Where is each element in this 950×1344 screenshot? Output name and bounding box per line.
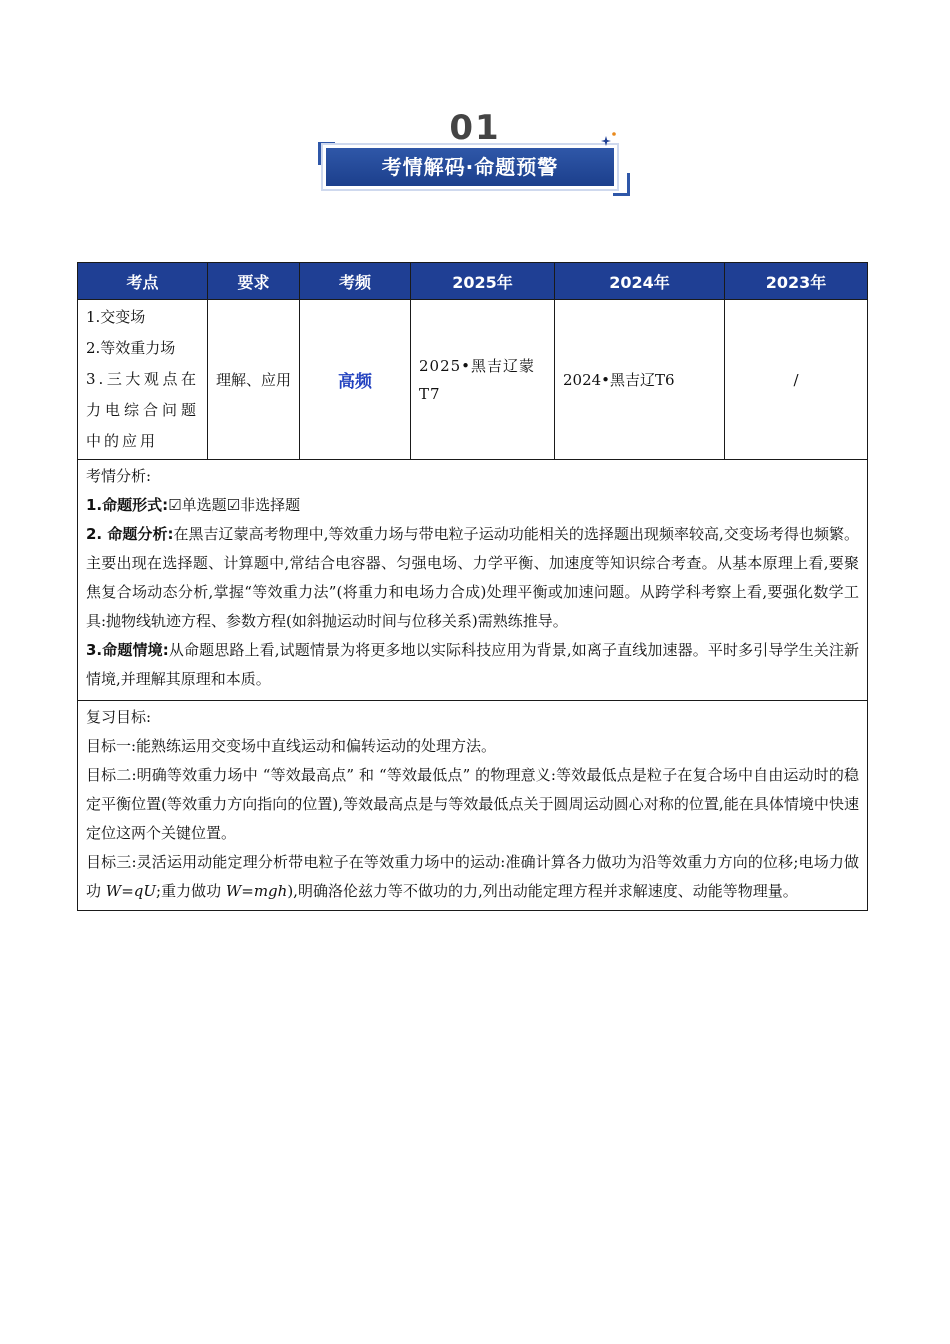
banner-frame-corner <box>613 173 630 196</box>
col-header-2023: 2023年 <box>725 263 868 300</box>
exam-table <box>77 262 868 911</box>
goal3-text-c: ),明确洛伦兹力等不做功的力,列出动能定理方程并求解速度、动能等物理量。 <box>287 882 798 900</box>
form-label: 1.命题形式: <box>86 496 169 514</box>
col-header-requirement: 要求 <box>208 263 300 300</box>
section-banner <box>318 140 630 196</box>
analysis-cell <box>78 460 868 701</box>
goal-item: 目标二:明确等效重力场中 “等效最高点” 和 “等效最低点” 的物理意义:等效最低点是粒子在复合场中自由运动时的稳定平衡位置(等效重力方向指向的位置),等效最高点是与等效最低点关于圆周运动圆心对称的位置,能在具体情境中快速定位这两个关键位置。 <box>86 766 859 842</box>
sparkle-icon <box>600 130 620 150</box>
col-header-2025: 2025年 <box>411 263 555 300</box>
col-header-2024: 2024年 <box>555 263 725 300</box>
goal3-text-a: 目标三:灵活运用动能定理分析带电粒子在等效重力场中的运动:准确计算各力做功为沿等效重力方向的位移;电场力做功 <box>86 853 859 900</box>
goals-heading: 复习目标: <box>86 708 152 726</box>
goal-item: 目标一:能熟练运用交变场中直线运动和偏转运动的处理方法。 <box>86 737 497 755</box>
section-number: 01 <box>449 108 501 148</box>
col-header-points: 考点 <box>78 263 208 300</box>
analysis-row <box>78 460 868 701</box>
goal-item <box>86 848 859 906</box>
question-form <box>86 491 859 520</box>
col-header-frequency: 考频 <box>300 263 411 300</box>
form-option-nonchoice: 非选择题 <box>240 496 301 514</box>
cell-requirement: 理解、应用 <box>208 300 300 460</box>
context-text: 从命题思路上看,试题情景为将更多地以实际科技应用为背景,如离子直线加速器。平时多引导学生关注新情境,并理解其原理和本质。 <box>86 641 859 688</box>
formula-electric-work: W=qU <box>105 882 157 900</box>
table-header-row <box>78 263 868 300</box>
goal3-text-b: ;重力做功 <box>156 882 226 900</box>
exam-point: 1.交变场 <box>86 308 146 326</box>
exam-point: 3.三大观点在力电综合问题中的应用 <box>86 370 199 450</box>
cell-exam-points <box>78 300 208 460</box>
formula-gravity-work: W=mgh <box>225 882 288 900</box>
banner-title: 考情解码·命题预警 <box>326 148 614 186</box>
cell-frequency: 高频 <box>300 300 411 460</box>
cell-2025: 2025•黑吉辽蒙T7 <box>411 300 555 460</box>
cell-2024: 2024•黑吉辽T6 <box>555 300 725 460</box>
exam-point: 2.等效重力场 <box>86 339 176 357</box>
form-option-single: 单选题 <box>181 496 227 514</box>
table-row <box>78 300 868 460</box>
analysis-heading: 考情分析: <box>86 467 152 485</box>
analysis-label: 2. 命题分析: <box>86 525 174 543</box>
question-context <box>86 636 859 694</box>
context-label: 3.命题情境: <box>86 641 169 659</box>
analysis-text: 在黑吉辽蒙高考物理中,等效重力场与带电粒子运动功能相关的选择题出现频率较高,交变场考得也频繁。主要出现在选择题、计算题中,常结合电容器、匀强电场、力学平衡、加速度等知识综合考查。从基本原理上看,要聚焦复合场动态分析,掌握“等效重力法”(将重力和电场力合成)处理平衡或加速问题。从跨学科考察上看,要强化数学工具:抛物线轨迹方程、参数方程(如斜抛运动时间与位移关系)需熟练推导。 <box>86 525 859 630</box>
goals-row <box>78 701 868 911</box>
checkbox-checked-icon: ☑ <box>168 496 182 514</box>
cell-2023: / <box>725 300 868 460</box>
goals-cell <box>78 701 868 911</box>
question-analysis <box>86 520 859 636</box>
checkbox-checked-icon: ☑ <box>226 496 241 514</box>
